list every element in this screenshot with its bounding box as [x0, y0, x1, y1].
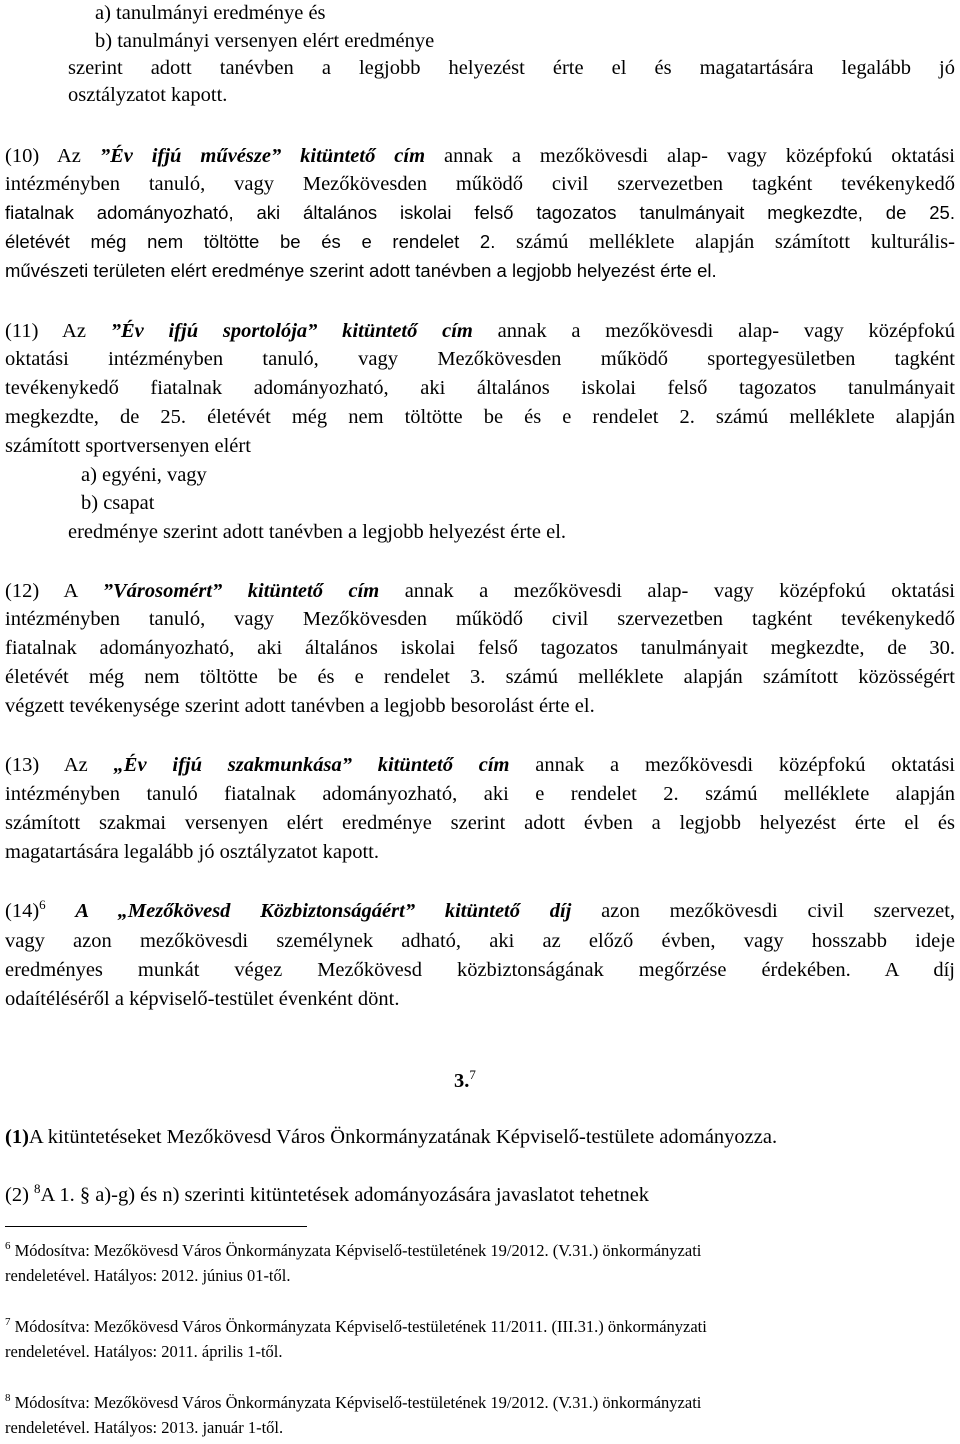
p11-line-5: számított sportversenyen elért [5, 435, 251, 457]
p10-line-4-rest: számú melléklete alapján számított kulturális- [495, 231, 955, 253]
p11-line-1 [5, 318, 955, 344]
section-3-paragraph-2 [5, 1182, 649, 1208]
p10-line-2: intézményben tanuló, vagy Mezőkövesden működő civil szervezetben tagként tevékenykedő [5, 173, 955, 195]
footnote-7-line-2: rendeletével. Hatályos: 2011. április 1-től. [5, 1342, 283, 1361]
footnote-7-number: 7 [5, 1316, 11, 1328]
p13-line-1-rest: annak a mezőkövesdi középfokú oktatási [509, 754, 956, 776]
p11-title: ”Év ifjú sportolója” kitüntető cím [110, 320, 473, 342]
p11-number: (11) Az [5, 320, 86, 342]
section-3-footnote-ref: 7 [469, 1067, 476, 1082]
p12-line-1 [5, 578, 955, 604]
p14-title: A „Mezőkövesd Közbiztonságáért” kitüntető díj [75, 900, 572, 922]
p13-line-4: magatartására legalább jó osztályzatot kapott. [5, 841, 379, 863]
footnote-6-line-2: rendeletével. Hatályos: 2012. június 01-től. [5, 1266, 291, 1285]
p11-line-1-rest: annak a mezőkövesdi alap- vagy középfokú [472, 320, 956, 342]
p13-line-2: intézményben tanuló fiatalnak adományozható, aki e rendelet 2. számú melléklete alapján [5, 783, 955, 805]
p14-line-2: vagy azon mezőkövesdi személynek adható, aki az előző évben, vagy hosszabb ideje [5, 930, 955, 952]
p14-line-4: odaítéléséről a képviselő-testület évenként dönt. [5, 988, 400, 1010]
footnote-8-line-2: rendeletével. Hatályos: 2013. január 1-től. [5, 1418, 284, 1437]
p14-line-3: eredményes munkát végez Mezőkövesd közbiztonságának megőrzése érdekében. A díj [5, 959, 955, 981]
p13-line-1 [5, 752, 955, 778]
p14-line-1 [5, 898, 955, 924]
p10-line-4 [5, 229, 955, 255]
section-3-p1-text: A kitüntetéseket Mezőkövesd Város Önkormányzatának Képviselő-testülete adományozza. [28, 1126, 778, 1148]
section-3-number: 3. [454, 1070, 470, 1092]
top-line-4: osztályzatot kapott. [68, 84, 228, 106]
p12-line-4: életévét még nem töltötte be és e rendelet 3. számú melléklete alapján számított közösségért [5, 666, 955, 688]
p11-line-8: eredménye szerint adott tanévben a legjobb helyezést érte el. [68, 521, 567, 543]
p10-line-3: fiatalnak adományozható, aki általános iskolai felső tagozatos tanulmányait megkezdte, de 25. [5, 202, 955, 223]
p14-line-1-rest: azon mezőkövesdi civil szervezet, [571, 900, 956, 922]
p11-line-3: tevékenykedő fiatalnak adományozható, aki általános iskolai felső tagozatos tanulmányait [5, 377, 955, 399]
p11-item-b: b) csapat [81, 492, 155, 514]
p10-line-1 [5, 143, 955, 169]
section-3-heading [454, 1068, 476, 1094]
p10-title: ”Év ifjú művésze” kitüntető cím [99, 145, 426, 167]
top-item-b: b) tanulmányi versenyen elért eredménye [95, 30, 435, 52]
section-3-p1-number: (1) [5, 1126, 29, 1148]
p14-footnote-ref: 6 [39, 897, 46, 912]
p13-number: (13) Az [5, 754, 88, 776]
top-line-3: szerint adott tanévben a legjobb helyezést érte el és magatartására legalább jó [68, 57, 955, 79]
p10-line-5: művészeti területen elért eredménye szerint adott tanévben a legjobb helyezést érte el. [5, 260, 717, 281]
footnote-separator [5, 1226, 307, 1227]
footnote-8-text: Módosítva: Mezőkövesd Város Önkormányzata Képviselő-testületének 19/2012. (V.31.) önkormányzati [10, 1393, 702, 1412]
section-3-p2-text: A 1. § a)-g) és n) szerinti kitüntetések adományozására javaslatot tehetnek [40, 1184, 650, 1206]
p10-line-1-rest: annak a mezőkövesdi alap- vagy középfokú oktatási [425, 145, 955, 167]
p11-line-2: oktatási intézményben tanuló, vagy Mezőkövesden működő sportegyesületben tagként [5, 348, 955, 370]
footnote-8-line-1 [5, 1392, 701, 1414]
footnote-7-text: Módosítva: Mezőkövesd Város Önkormányzata Képviselő-testületének 11/2011. (III.31.) önkormányzati [10, 1317, 707, 1336]
top-item-a: a) tanulmányi eredménye és [95, 2, 326, 24]
p10-number: (10) Az [5, 145, 81, 167]
section-3-paragraph-1 [5, 1124, 777, 1150]
p12-line-5: végzett tevékenysége szerint adott tanévben a legjobb besorolást érte el. [5, 695, 595, 717]
footnote-6-number: 6 [5, 1240, 11, 1252]
p14-number: (14) [5, 900, 40, 922]
p12-line-3: fiatalnak adományozható, aki általános iskolai felső tagozatos tanulmányait megkezdte, de 30. [5, 637, 955, 659]
p11-line-4: megkezdte, de 25. életévét még nem töltötte be és e rendelet 2. számú melléklete alapján [5, 406, 955, 428]
footnote-8-number: 8 [5, 1392, 11, 1404]
p12-number: (12) A [5, 580, 78, 602]
footnote-6-line-1 [5, 1240, 701, 1262]
p12-title: ”Városomért” kitüntető cím [102, 580, 380, 602]
p12-line-2: intézményben tanuló, vagy Mezőkövesden működő civil szervezetben tagként tevékenykedő [5, 608, 955, 630]
p13-title: „Év ifjú szakmunkása” kitüntető cím [113, 754, 510, 776]
section-3-p2-number: (2) [5, 1184, 35, 1206]
p10-line-4-sans: életévét még nem töltötte be és e rendelet 2. [5, 231, 496, 252]
p13-line-3: számított szakmai versenyen elért eredménye szerint adott évben a legjobb helyezést érte el és [5, 812, 955, 834]
footnote-7-line-1 [5, 1316, 707, 1338]
footnote-6-text: Módosítva: Mezőkövesd Város Önkormányzata Képviselő-testületének 19/2012. (V.31.) önkormányzati [10, 1241, 702, 1260]
p12-line-1-rest: annak a mezőkövesdi alap- vagy középfokú oktatási [379, 580, 955, 602]
p11-item-a: a) egyéni, vagy [81, 464, 207, 486]
section-3-p2-footnote-ref: 8 [34, 1181, 41, 1196]
